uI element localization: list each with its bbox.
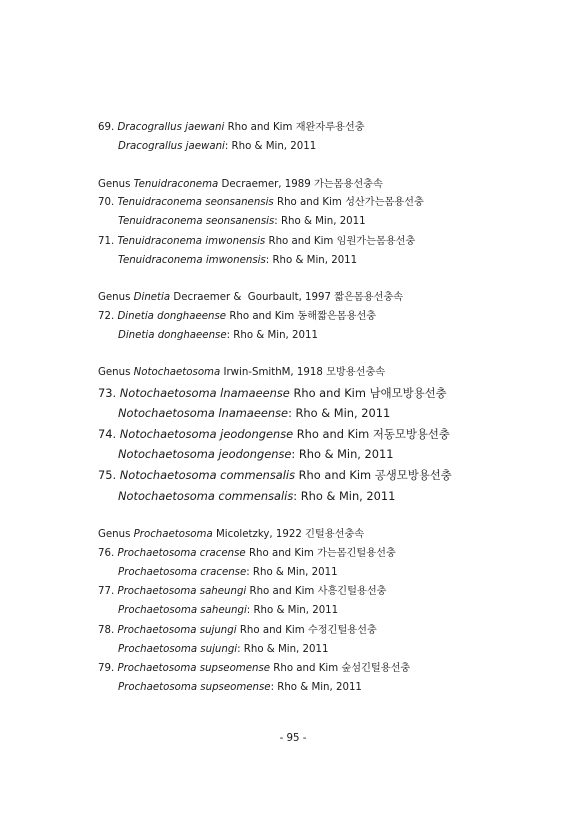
- species-korean-name: 남애모방용선충: [369, 386, 447, 400]
- species-name: Prochaetosoma supseomense: [117, 663, 271, 674]
- species-author: Rho and Kim: [227, 122, 293, 133]
- species-entry-79: [98, 662, 410, 676]
- species-number: 71.: [98, 236, 115, 247]
- species-number: 78.: [98, 625, 115, 636]
- species-name: Prochaetosoma sujungi: [117, 625, 237, 636]
- species-author: Rho and Kim: [239, 625, 305, 636]
- synonym-reference: : Rho & Min, 2011: [237, 644, 329, 655]
- species-author: Rho and Kim: [268, 236, 334, 247]
- synonym-reference: : Rho & Min, 2011: [246, 605, 339, 616]
- genus-heading-notochaetosoma: [98, 366, 385, 380]
- species-entry-75: [98, 467, 452, 483]
- synonym-line-78: [118, 643, 328, 657]
- synonym-line-75: [118, 488, 395, 504]
- species-korean-name: 동해짧은몸용선충: [297, 311, 377, 322]
- synonym-reference: : Rho & Min, 2011: [293, 489, 396, 503]
- synonym-line-70: [118, 215, 366, 229]
- synonym-reference: : Rho & Min, 2011: [274, 216, 366, 227]
- synonym-line-79: [118, 681, 362, 695]
- page-number: - 95 -: [279, 733, 307, 744]
- genus-korean-name: 짧은몸용선충속: [334, 292, 404, 303]
- species-entry-70: [98, 196, 424, 210]
- species-author: Rho and Kim: [273, 663, 339, 674]
- species-number: 79.: [98, 663, 115, 674]
- genus-name: Prochaetosoma: [133, 529, 213, 540]
- genus-author: Decraemer & Gourbault, 1997: [173, 292, 331, 303]
- synonym-name: Notochaetosoma commensalis: [118, 489, 294, 503]
- species-number: 75.: [98, 468, 117, 482]
- genus-korean-name: 모방용선충속: [326, 367, 386, 378]
- synonym-name: Tenuidraconema imwonensis: [118, 255, 266, 266]
- synonym-name: Notochaetosoma jeodongense: [118, 447, 292, 461]
- synonym-reference: : Rho & Min, 2011: [246, 567, 338, 578]
- synonym-name: Notochaetosoma lnamaeense: [118, 406, 289, 420]
- species-author: Rho and Kim: [229, 311, 295, 322]
- genus-label: Genus: [98, 529, 131, 540]
- synonym-line-74: [118, 446, 394, 462]
- genus-korean-name: 가는몸용선충속: [313, 179, 383, 190]
- synonym-name: Prochaetosoma sujungi: [118, 644, 238, 655]
- genus-heading-prochaetosoma: [98, 528, 364, 542]
- synonym-reference: : Rho & Min, 2011: [288, 406, 391, 420]
- species-name: Tenuidraconema imwonensis: [117, 236, 266, 247]
- species-korean-name: 공생모방용선충: [374, 468, 452, 482]
- species-author: Rho and Kim: [296, 427, 370, 441]
- species-entry-73: [98, 385, 447, 401]
- species-number: 74.: [98, 427, 117, 441]
- species-korean-name: 재완자루용선충: [295, 122, 365, 133]
- synonym-reference: : Rho & Min, 2011: [224, 141, 317, 152]
- synonym-reference: : Rho & Min, 2011: [226, 330, 318, 341]
- species-entry-76: [98, 547, 396, 561]
- genus-label: Genus: [98, 367, 131, 378]
- synonym-line-76: [118, 566, 338, 580]
- species-name: Dinetia donghaeense: [117, 311, 227, 322]
- species-number: 76.: [98, 548, 115, 559]
- genus-author: Decraemer, 1989: [221, 179, 311, 190]
- species-entry-71: [98, 235, 415, 249]
- species-korean-name: 가는몸긴털용선충: [317, 548, 396, 559]
- synonym-reference: : Rho & Min, 2011: [270, 682, 362, 693]
- species-name: Prochaetosoma cracense: [117, 548, 246, 559]
- species-number: 69.: [98, 122, 115, 133]
- genus-label: Genus: [98, 179, 131, 190]
- species-korean-name: 임원가는몸용선충: [336, 236, 416, 247]
- species-entry-69: [98, 121, 365, 135]
- synonym-line-72: [118, 329, 318, 343]
- species-author: Rho and Kim: [248, 548, 314, 559]
- species-author: Rho and Kim: [276, 197, 342, 208]
- genus-heading-dinetia: [98, 291, 403, 305]
- species-korean-name: 저동모방용선충: [372, 427, 450, 441]
- genus-name: Tenuidraconema: [133, 179, 219, 190]
- species-name: Tenuidraconema seonsanensis: [117, 197, 274, 208]
- species-name: Notochaetosoma commensalis: [119, 468, 296, 482]
- species-korean-name: 사흥긴털용선충: [317, 586, 387, 597]
- synonym-reference: : Rho & Min, 2011: [291, 447, 394, 461]
- synonym-line-69: [118, 140, 316, 154]
- species-korean-name: 수정긴털용선충: [307, 625, 377, 636]
- species-entry-74: [98, 426, 450, 442]
- synonym-line-73: [118, 405, 390, 421]
- genus-name: Dinetia: [133, 292, 171, 303]
- species-entry-77: [98, 585, 387, 599]
- species-number: 72.: [98, 311, 115, 322]
- species-author: Rho and Kim: [249, 586, 315, 597]
- synonym-name: Prochaetosoma cracense: [118, 567, 247, 578]
- species-name: Prochaetosoma saheungi: [117, 586, 247, 597]
- synonym-line-77: [118, 604, 338, 618]
- species-number: 70.: [98, 197, 115, 208]
- species-entry-78: [98, 624, 377, 638]
- genus-author: Micoletzky, 1922: [215, 529, 302, 540]
- genus-author: Irwin-SmithM, 1918: [223, 367, 323, 378]
- species-name: Notochaetosoma jeodongense: [119, 427, 294, 441]
- species-korean-name: 숲섬긴털용선충: [341, 663, 411, 674]
- synonym-reference: : Rho & Min, 2011: [265, 255, 358, 266]
- genus-heading-tenuidraconema: [98, 178, 383, 192]
- synonym-line-71: [118, 254, 357, 268]
- species-author: Rho and Kim: [293, 386, 366, 400]
- synonym-name: Prochaetosoma supseomense: [118, 682, 271, 693]
- synonym-name: Tenuidraconema seonsanensis: [118, 216, 275, 227]
- species-entry-72: [98, 310, 376, 324]
- synonym-name: Dracograllus jaewani: [118, 141, 225, 152]
- synonym-name: Dinetia donghaeense: [118, 330, 227, 341]
- synonym-name: Prochaetosoma saheungi: [118, 605, 247, 616]
- genus-name: Notochaetosoma: [133, 367, 221, 378]
- species-name: Notochaetosoma lnamaeense: [119, 386, 290, 400]
- species-number: 77.: [98, 586, 115, 597]
- species-name: Dracograllus jaewani: [117, 122, 225, 133]
- species-korean-name: 성산가는몸용선충: [345, 197, 424, 208]
- genus-label: Genus: [98, 292, 131, 303]
- species-author: Rho and Kim: [298, 468, 372, 482]
- genus-korean-name: 긴털용선충속: [305, 529, 365, 540]
- species-number: 73.: [98, 386, 117, 400]
